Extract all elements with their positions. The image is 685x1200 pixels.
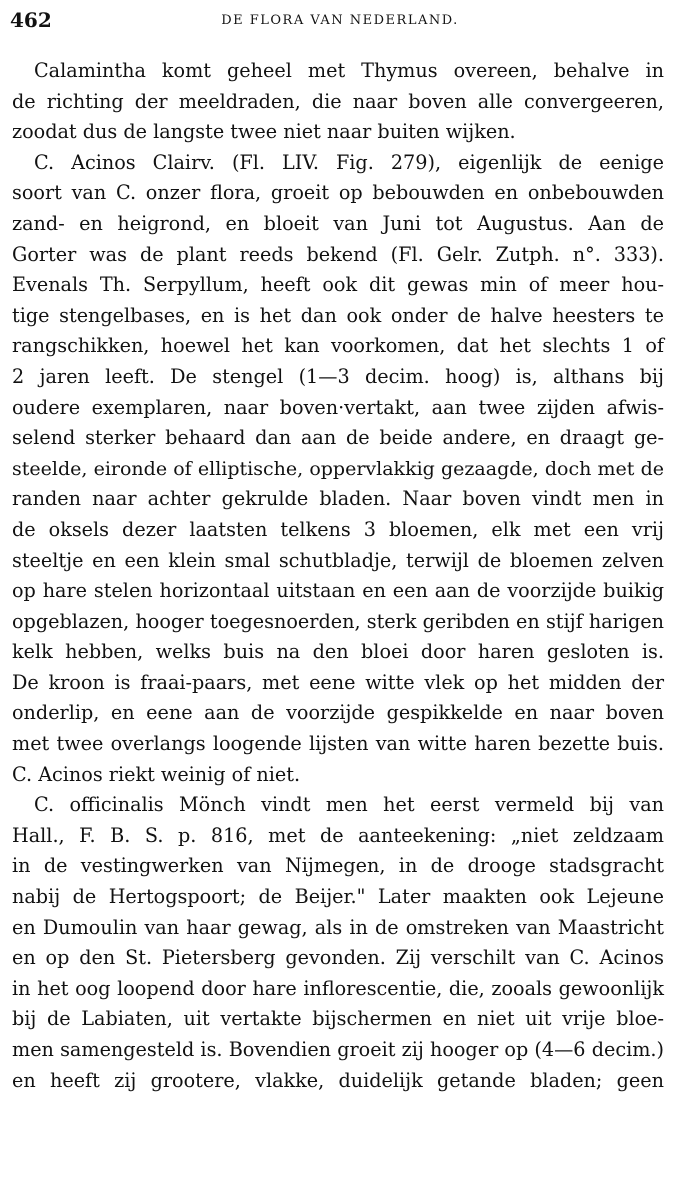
text-line: selend sterker behaard dan aan de beide andere, en draagt ge- — [12, 426, 664, 450]
text-line: Calamintha komt geheel met Thymus overeen, behalve in — [34, 59, 664, 82]
text-line: C. Acinos riekt weinig of niet. — [12, 762, 301, 786]
page-number: 462 — [10, 8, 52, 32]
text-line: men samengesteld is. Bovendien groeit zij hooger op (4—6 decim.) — [12, 1038, 664, 1061]
text-line: tige stengelbases, en is het dan ook onder de halve heesters te — [12, 303, 664, 327]
text-line: met twee overlangs loogende lijsten van witte haren bezette buis. — [12, 732, 664, 756]
text-line: en Dumoulin van haar gewag, als in de omstreken van Maastricht — [12, 915, 664, 939]
text-line: steelde, eironde of elliptische, oppervlakkig gezaagde, doch met de — [12, 457, 664, 480]
text-line: 2 jaren leeft. De stengel (1—3 decim. hoog) is, althans bij — [12, 364, 664, 388]
text-line: C. Acinos Clairv. (Fl. LIV. Fig. 279), eigenlijk de eenige — [34, 150, 664, 174]
text-line: onderlip, en eene aan de voorzijde gespikkelde en naar boven — [12, 701, 664, 725]
text-line: in de vestingwerken van Nijmegen, in de drooge stadsgracht — [12, 854, 664, 878]
running-title: DE FLORA VAN NEDERLAND. — [221, 13, 459, 28]
text-line: C. officinalis Mönch vindt men het eerst vermeld bij van — [34, 793, 664, 817]
text-line: soort van C. onzer flora, groeit op bebouwden en onbebouwden — [12, 181, 664, 205]
body-text — [12, 56, 664, 1096]
text-line: zoodat dus de langste twee niet naar buiten wijken. — [12, 120, 516, 144]
text-line: de oksels dezer laatsten telkens 3 bloemen, elk met een vrij — [12, 517, 664, 541]
text-line: randen naar achter gekrulde bladen. Naar boven vindt men in — [12, 487, 664, 511]
text-line: Gorter was de plant reeds bekend (Fl. Gelr. Zutph. n°. 333). — [12, 242, 664, 266]
text-line: kelk hebben, welks buis na den bloei door haren gesloten is. — [12, 640, 664, 664]
text-line: de richting der meeldraden, die naar boven alle convergeeren, — [12, 89, 664, 113]
text-line: nabij de Hertogspoort; de Beijer." Later maakten ook Lejeune — [12, 885, 664, 909]
text-line: op hare stelen horizontaal uitstaan en een aan de voorzijde buikig — [12, 579, 664, 603]
text-line: en heeft zij grootere, vlakke, duidelijk getande bladen; geen — [12, 1068, 664, 1092]
text-line: rangschikken, hoewel het kan voorkomen, dat het slechts 1 of — [12, 334, 664, 358]
text-line: De kroon is fraai-paars, met eene witte vlek op het midden der — [12, 670, 664, 694]
page-header — [10, 10, 670, 30]
text-line: en op den St. Pietersberg gevonden. Zij verschilt van C. Acinos — [12, 946, 664, 970]
text-line: Hall., F. B. S. p. 816, met de aanteekening: „niet zeldzaam — [12, 823, 664, 847]
text-line: steeltje en een klein smal schutbladje, terwijl de bloemen zelven — [12, 548, 664, 572]
text-line: bij de Labiaten, uit vertakte bijschermen en niet uit vrije bloe- — [12, 1007, 664, 1031]
text-line: zand- en heigrond, en bloeit van Juni tot Augustus. Aan de — [12, 211, 664, 235]
text-line: Evenals Th. Serpyllum, heeft ook dit gewas min of meer hou- — [12, 273, 664, 297]
text-line: opgeblazen, hooger toegesnoerden, sterk geribden en stijf harigen — [12, 609, 664, 633]
text-line: in het oog loopend door hare inflorescentie, die, zooals gewoonlijk — [12, 976, 664, 1000]
text-line: oudere exemplaren, naar boven·vertakt, aan twee zijden afwis- — [12, 395, 664, 419]
